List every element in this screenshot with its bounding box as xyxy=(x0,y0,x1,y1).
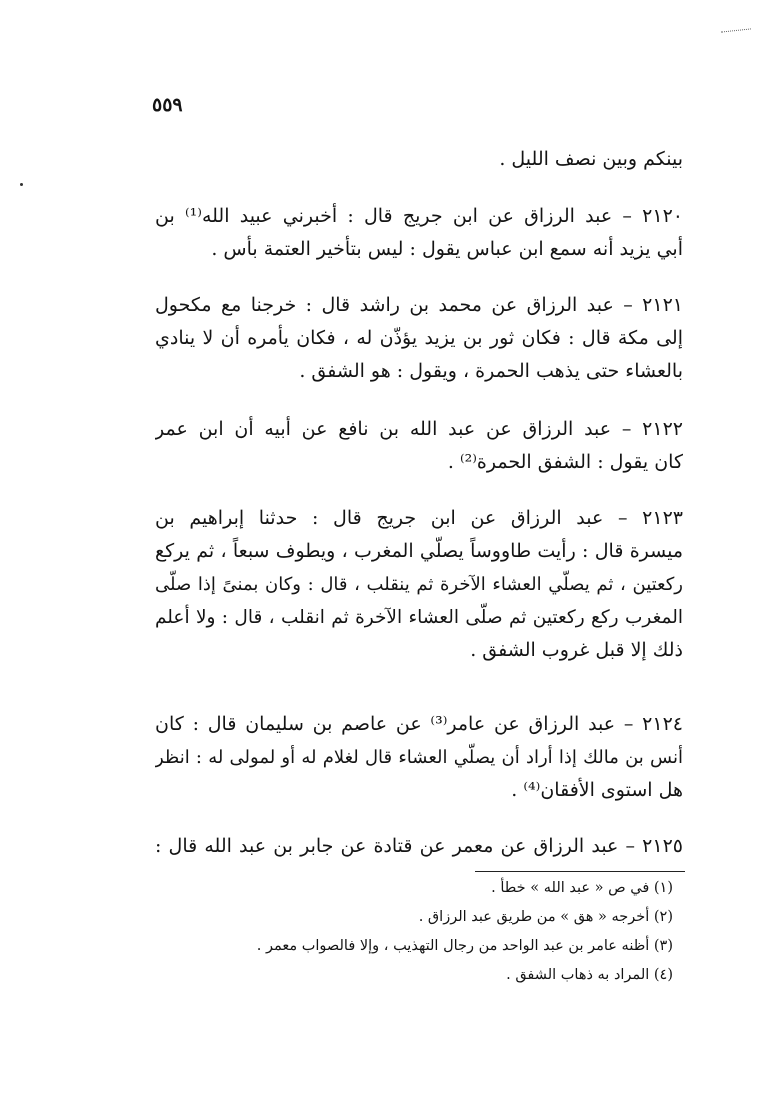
footnote-1: (١) في ص « عبد الله » خطأ . xyxy=(491,880,673,896)
text-line: ذلك إلا قبل غروب الشفق . xyxy=(470,639,683,661)
text-line: ٢١٢٢ – عبد الرزاق عن عبد الله بن نافع عن أبيه أن ابن عمر xyxy=(155,418,683,440)
text-line: أنس بن مالك إذا أراد أن يصلّي العشاء قال لغلام له أو لمولى له : انظر xyxy=(155,747,683,768)
text-line: ٢١٢٠ – عبد الرزاق عن ابن جريج قال : أخبرني عبيد الله⁽¹⁾ بن xyxy=(155,205,683,227)
text-line: ركعتين ، ثم يصلّي العشاء الآخرة ثم ينقلب ، قال : وكان بمنىً إذا صلّى xyxy=(155,574,683,595)
paragraph-continuation xyxy=(155,143,683,176)
text-line: المغرب ركع ركعتين ثم صلّى العشاء الآخرة ثم انقلب ، قال : ولا أعلم xyxy=(155,607,683,628)
paragraph-2122 xyxy=(155,413,683,479)
page-number: ٥٥٩ xyxy=(152,94,183,116)
scan-corner-mark xyxy=(721,28,751,32)
footnote-4: (٤) المراد به ذهاب الشفق . xyxy=(506,967,673,983)
text-line: ميسرة قال : رأيت طاووساً يصلّي المغرب ، ويطوف سبعاً ، ثم يركع xyxy=(155,540,683,562)
footnote-3: (٣) أظنه عامر بن عبد الواحد من رجال التهذيب ، وإلا فالصواب معمر . xyxy=(256,938,673,954)
footnotes xyxy=(155,874,685,990)
text-line: ٢١٢٣ – عبد الرزاق عن ابن جريج قال : حدثنا إبراهيم بن xyxy=(155,507,683,529)
text-line: ٢١٢٥ – عبد الرزاق عن معمر عن قتادة عن جابر بن عبد الله قال : xyxy=(155,835,683,857)
scan-margin-dot xyxy=(20,183,23,186)
footnote-2: (٢) أخرجه « هق » من طريق عبد الرزاق . xyxy=(418,909,673,925)
text-line: بالعشاء حتى يذهب الحمرة ، ويقول : هو الشفق . xyxy=(299,360,683,382)
footnote-divider xyxy=(475,871,685,872)
text-line: كان يقول : الشفق الحمرة⁽²⁾ . xyxy=(447,451,683,473)
paragraph-2121 xyxy=(155,289,683,388)
paragraph-2124 xyxy=(155,708,683,807)
text-line: هل استوى الأفقان⁽⁴⁾ . xyxy=(511,779,683,801)
paragraph-2123 xyxy=(155,502,683,667)
text-line: ٢١٢٤ – عبد الرزاق عن عامر⁽³⁾ عن عاصم بن سليمان قال : كان xyxy=(155,713,683,735)
text-line: بينكم وبين نصف الليل . xyxy=(499,148,683,170)
text-line: أبي يزيد أنه سمع ابن عباس يقول : ليس بتأخير العتمة بأس . xyxy=(211,238,683,260)
paragraph-2125 xyxy=(155,830,683,863)
text-line: إلى مكة قال : فكان ثور بن يزيد يؤذّن له ، فكان يأمره أن لا ينادي xyxy=(155,327,683,349)
paragraph-2120 xyxy=(155,200,683,266)
text-line: ٢١٢١ – عبد الرزاق عن محمد بن راشد قال : خرجنا مع مكحول xyxy=(155,294,683,316)
